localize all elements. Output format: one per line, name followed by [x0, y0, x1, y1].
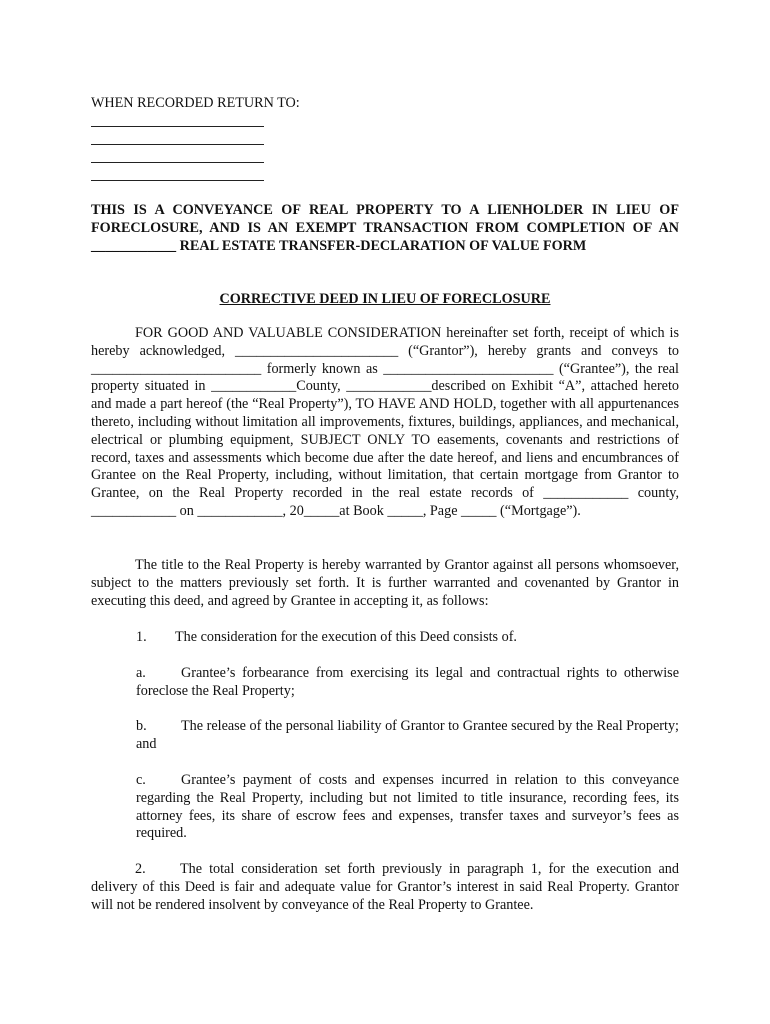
- item-2-number: 2.: [135, 861, 146, 877]
- return-to-label: WHEN RECORDED RETURN TO:: [91, 95, 300, 111]
- return-address-line-2: [91, 144, 264, 145]
- item-b: [136, 718, 679, 754]
- item-a: [136, 665, 679, 701]
- item-b-letter: b.: [136, 718, 147, 734]
- item-c-letter: c.: [136, 772, 146, 788]
- warranty-paragraph: The title to the Real Property is hereby warranted by Grantor against all persons whomsoever, subject to the matters previously set forth. It is further warranted and covenanted by Grantor in executing this deed, and agreed by Grantee in accepting it, as follows:: [91, 557, 679, 609]
- item-c: [136, 772, 679, 843]
- item-b-text: The release of the personal liability of Grantor to Grantee secured by the Real Property; and: [136, 718, 679, 752]
- return-address-line-4: [91, 180, 264, 181]
- exempt-transaction-notice: THIS IS A CONVEYANCE OF REAL PROPERTY TO A LIENHOLDER IN LIEU OF FORECLOSURE, AND IS AN EXEMPT TRANSACTION FROM COMPLETION OF AN ____________ REAL ESTATE TRANSFER-DECLARATION OF VALUE FORM: [91, 202, 679, 254]
- return-address-line-1: [91, 126, 264, 127]
- item-1: [136, 629, 679, 647]
- consideration-paragraph: FOR GOOD AND VALUABLE CONSIDERATION hereinafter set forth, receipt of which is hereby acknowledged, _______________________ (“Grantor”), hereby grants and conveys to ________________________ formerly known as ________________________ (“Grantee”), the real property situated in ____________County, ____________described on Exhibit “A”, attached hereto and made a part hereof (the “Real Property”), TO HAVE AND HOLD, together with all appurtenances thereto, including without limitation all improvements, fixtures, buildings, appliances, and mechanical, electrical or plumbing equipment, SUBJECT ONLY TO easements, covenants and restrictions of record, taxes and assessments which become due after the date hereof, and liens and encumbrances of Grantee on the Real Property, including, without limitation, that certain mortgage from Grantor to Grantee, on the Real Property recorded in the real estate records of ____________ county, ____________ on ____________, 20_____at Book _____, Page _____ (“Mortgage”).: [91, 325, 679, 519]
- item-1-number: 1.: [136, 629, 147, 645]
- item-a-text: Grantee’s forbearance from exercising its legal and contractual rights to otherwise foreclose the Real Property;: [136, 665, 679, 699]
- item-c-text: Grantee’s payment of costs and expenses incurred in relation to this conveyance regarding the Real Property, including but not limited to title insurance, recording fees, its attorney fees, its share of escrow fees and expenses, transfer taxes and surveyor’s fees as required.: [136, 772, 679, 842]
- item-2-text: The total consideration set forth previously in paragraph 1, for the execution and delivery of this Deed is fair and adequate value for Grantor’s interest in said Real Property. Grantor will not be rendered insolvent by conveyance of the Real Property to Grantee.: [91, 861, 679, 913]
- item-a-letter: a.: [136, 665, 146, 681]
- item-1-text: The consideration for the execution of this Deed consists of.: [175, 629, 517, 645]
- item-2: [91, 861, 679, 914]
- return-address-line-3: [91, 162, 264, 163]
- document-title: CORRECTIVE DEED IN LIEU OF FORECLOSURE: [219, 291, 551, 307]
